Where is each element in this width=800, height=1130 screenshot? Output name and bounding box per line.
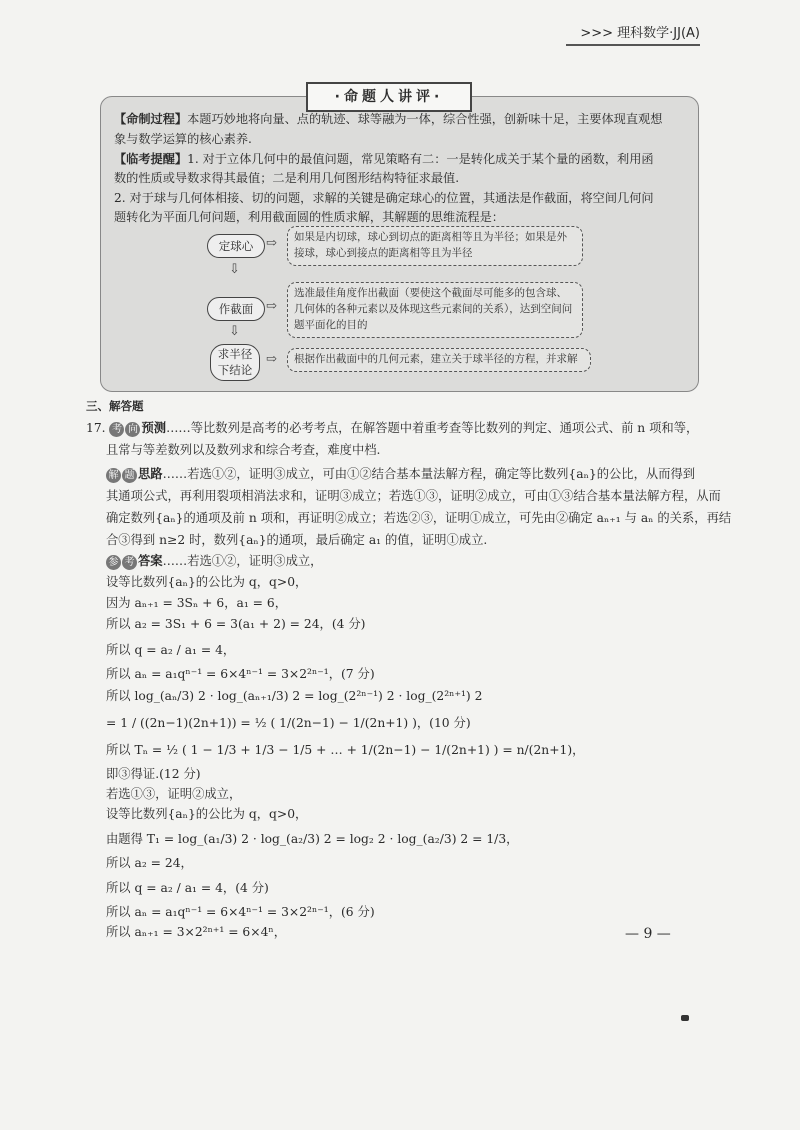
flow-desc-1: 如果是内切球，球心到切点的距离相等且为半径；如果是外接球，球心到接点的距离相等且为半径: [287, 226, 583, 266]
answer-line: 所以 aₙ = a₁qⁿ⁻¹ = 6×4ⁿ⁻¹ = 3×2²ⁿ⁻¹，(6 分): [106, 905, 375, 919]
q17-silu: [106, 464, 695, 483]
answer-line: 所以 a₂ = 24，: [106, 856, 193, 870]
answer-line: 所以 aₙ₊₁ = 3×2²ⁿ⁺¹ = 6×4ⁿ，: [106, 925, 287, 939]
arrow-down-icon: ⇩: [229, 262, 240, 277]
arrow-right-icon: ⇨: [266, 352, 277, 367]
answer-line: 所以 log_(aₙ/3) 2 · log_(aₙ₊₁/3) 2 = log_(2²ⁿ⁻¹) 2 · log_(2²ⁿ⁺¹) 2: [106, 689, 483, 703]
page-number: — 9 —: [625, 926, 671, 942]
line-text: 本题巧妙地将向量、点的轨迹、球等融为一体，综合性强，创新味十足，主要体现直观想: [187, 112, 663, 126]
flow-step-2: 作截面: [207, 297, 265, 321]
tag-icon: 参: [106, 555, 121, 570]
tag-icon: 考: [122, 555, 137, 570]
text: ……等比数列是高考的必考考点，在解答题中着重考查等比数列的判定、通项公式、前 n 项和等，: [166, 421, 699, 435]
answer-line: 设等比数列{aₙ}的公比为 q，q>0，: [106, 807, 308, 821]
answer-line: 即③得证.(12 分): [106, 767, 201, 781]
answer-line: 所以 q = a₂ / a₁ = 4，(4 分): [106, 881, 269, 895]
answer-line: 所以 q = a₂ / a₁ = 4，: [106, 643, 236, 657]
flow-step-1: 定球心: [207, 234, 265, 258]
commentary-line: [114, 130, 252, 147]
commentary-line: [114, 189, 654, 206]
line-text: 2. 对于球与几何体相接、切的问题，求解的关键是确定球心的位置，其通法是作截面，将空间几何问: [114, 191, 654, 205]
q17-answer: [106, 551, 322, 570]
section-title: 三、解答题: [86, 399, 144, 413]
answer-line: 所以 aₙ = a₁qⁿ⁻¹ = 6×4ⁿ⁻¹ = 3×2²ⁿ⁻¹，(7 分): [106, 667, 375, 681]
answer-line: 所以 a₂ = 3S₁ + 6 = 3(a₁ + 2) = 24，(4 分): [106, 617, 366, 631]
section-label: 答案: [138, 554, 163, 568]
q17-kaoxiang: [86, 418, 698, 437]
text: ……若选①②，证明③成立，: [162, 554, 323, 568]
answer-line: 设等比数列{aₙ}的公比为 q，q>0，: [106, 575, 308, 589]
commentary-line: [114, 169, 459, 186]
arrow-right-icon: ⇨: [266, 236, 277, 251]
line-label: 【临考提醒】: [114, 152, 188, 166]
section-label: 思路: [138, 467, 163, 481]
section-label: 预测: [141, 421, 167, 435]
line-text: 象与数学运算的核心素养.: [114, 132, 252, 146]
running-header: >>> 理科数学·JJ(A): [566, 22, 700, 46]
answer-line: 所以 Tₙ = ½ ( 1 − 1/3 + 1/3 − 1/5 + … + 1/(2n−1) − 1/(2n+1) ) = n/(2n+1)，: [106, 743, 585, 757]
text-line: 合③得到 n≥2 时，数列{aₙ}的通项，最后确定 a₁ 的值，证明①成立.: [106, 533, 488, 547]
line-text: 1. 对于立体几何中的最值问题，常见策略有二：一是转化成关于某个量的函数，利用函: [187, 152, 654, 166]
scan-mark: [681, 1015, 689, 1021]
tag-icon: 解: [106, 468, 121, 483]
answer-line: 由题得 T₁ = log_(a₁/3) 2 · log_(a₂/3) 2 = log₂ 2 · log_(a₂/3) 2 = 1/3，: [106, 832, 519, 846]
answer-line: = 1 / ((2n−1)(2n+1)) = ½ ( 1/(2n−1) − 1/(2n+1) )，(10 分): [106, 716, 471, 730]
flow-desc-2: 选准最佳角度作出截面（要使这个截面尽可能多的包含球、几何体的各种元素以及体现这些元素间的关系），达到空间问题平面化的目的: [287, 282, 583, 338]
arrow-down-icon: ⇩: [229, 324, 240, 339]
line-text: 数的性质或导数求得其最值；二是利用几何图形结构特征求最值.: [114, 171, 460, 185]
flow-desc-3: 根据作出截面中的几何元素，建立关于球半径的方程，并求解: [287, 348, 591, 372]
line-label: 【命制过程】: [114, 112, 188, 126]
question-number: 17.: [86, 421, 106, 435]
commentary-title: ·命题人讲评·: [306, 82, 472, 112]
commentary-line: [114, 208, 504, 225]
tag-icon: 向: [125, 422, 140, 437]
text-line: 且常与等差数列以及数列求和综合考查，难度中档.: [106, 443, 381, 457]
answer-line: 若选①③，证明②成立，: [106, 787, 242, 801]
commentary-line: [114, 150, 654, 167]
tag-icon: 题: [122, 468, 137, 483]
arrow-right-icon: ⇨: [266, 299, 277, 314]
answer-line: 因为 aₙ₊₁ = 3Sₙ + 6，a₁ = 6，: [106, 596, 288, 610]
text: ……若选①②，证明③成立，可由①②结合基本量法解方程，确定等比数列{aₙ}的公比，从而得到: [162, 467, 696, 481]
line-text: 题转化为平面几何问题，利用截面圆的性质求解，其解题的思维流程是：: [114, 210, 504, 224]
tag-icon: 考: [109, 422, 124, 437]
flow-step-3: 求半径 下结论: [210, 344, 260, 381]
commentary-line: [114, 110, 662, 127]
text-line: 其通项公式，再利用裂项相消法求和，证明③成立；若选①③，证明②成立，可由①③结合基本量法解方程，从而: [106, 489, 721, 503]
text-line: 确定数列{aₙ}的通项及前 n 项和，再证明②成立；若选②③，证明①成立，可先由②确定 aₙ₊₁ 与 aₙ 的关系，再结: [106, 511, 732, 525]
